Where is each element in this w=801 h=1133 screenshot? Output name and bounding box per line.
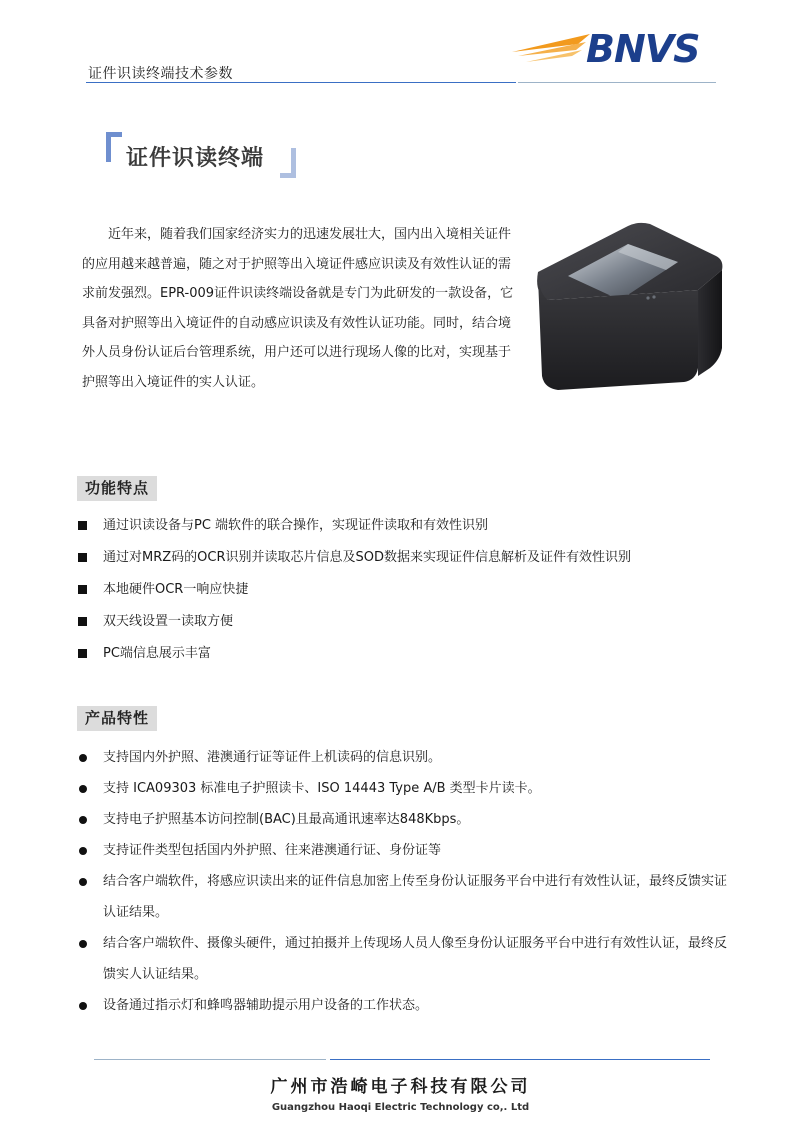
- round-bullet-icon: [79, 1002, 87, 1010]
- bracket-corner-icon: [106, 132, 122, 162]
- round-bullet-icon: [79, 785, 87, 793]
- section-title: 证件识读终端: [126, 146, 265, 171]
- square-bullet-icon: [78, 585, 87, 594]
- round-bullet-icon: [79, 816, 87, 824]
- list-item: 支持电子护照基本访问控制(BAC)且最高通讯速率达848Kbps。: [78, 804, 738, 835]
- round-bullet-icon: [79, 878, 87, 886]
- footer-divider: [330, 1059, 710, 1060]
- header-divider-gray: [518, 82, 716, 83]
- logo-swoosh-icon: [512, 32, 592, 68]
- product-heading: 产品特性: [77, 706, 157, 731]
- intro-paragraph: 近年来，随着我们国家经济实力的迅速发展壮大，国内出入境相关证件的应用越来越普遍，随之对于护照等出入境证件感应识读及有效性认证的需求前发强烈。EPR-009证件识读终端设备就是专门为此研发的一款设备，它具备对护照等出入境证件的自动感应识读及有效性认证功能。同时，结合境外人员身份认证后台管理系统，用户还可以进行现场人像的比对，实现基于护照等出入境证件的实人认证。: [82, 227, 514, 390]
- list-item: 结合客户端软件、摄像头硬件，通过拍摄并上传现场人员人像至身份认证服务平台中进行有效性认证，最终反馈实人认证结果。: [78, 928, 738, 990]
- round-bullet-icon: [79, 754, 87, 762]
- list-item: 结合客户端软件，将感应识读出来的证件信息加密上传至身份认证服务平台中进行有效性认证，最终反馈实证认证结果。: [78, 866, 738, 928]
- card-reader-device-image: [528, 218, 728, 396]
- list-item: 支持国内外护照、港澳通行证等证件上机读码的信息识别。: [78, 742, 738, 773]
- round-bullet-icon: [79, 940, 87, 948]
- intro-text: [82, 220, 522, 397]
- company-name-english: Guangzhou Haoqi Electric Technology co,. Ltd: [271, 1102, 530, 1113]
- list-item: 支持 ICA09303 标准电子护照读卡、ISO 14443 Type A/B 类型卡片读卡。: [78, 773, 738, 804]
- square-bullet-icon: [78, 649, 87, 658]
- company-logo: [512, 26, 718, 72]
- logo-wordmark: BNVS: [586, 27, 700, 71]
- bracket-corner-icon: [280, 148, 296, 178]
- square-bullet-icon: [78, 521, 87, 530]
- round-bullet-icon: [79, 847, 87, 855]
- list-item: 双天线设置一读取方便: [78, 611, 738, 643]
- list-item: 设备通过指示灯和蜂鸣器辅助提示用户设备的工作状态。: [78, 990, 738, 1021]
- features-heading: 功能特点: [77, 476, 157, 501]
- features-list: [78, 515, 738, 675]
- product-list: [78, 742, 738, 1021]
- list-item: 本地硬件OCR一响应快捷: [78, 579, 738, 611]
- company-name-chinese: 广州市浩崎电子科技有限公司: [270, 1077, 531, 1097]
- list-item: 支持证件类型包括国内外护照、往来港澳通行证、身份证等: [78, 835, 738, 866]
- section-title-block: [106, 132, 296, 178]
- square-bullet-icon: [78, 553, 87, 562]
- square-bullet-icon: [78, 617, 87, 626]
- list-item: PC端信息展示丰富: [78, 643, 738, 675]
- footer-divider-gray: [94, 1059, 326, 1060]
- document-header-title: 证件识读终端技术参数: [88, 66, 233, 82]
- list-item: 通过识读设备与PC 端软件的联合操作，实现证件读取和有效性识别: [78, 515, 738, 547]
- list-item: 通过对MRZ码的OCR识别并读取芯片信息及SOD数据来实现证件信息解析及证件有效性识别: [78, 547, 738, 579]
- header-divider: [86, 82, 516, 83]
